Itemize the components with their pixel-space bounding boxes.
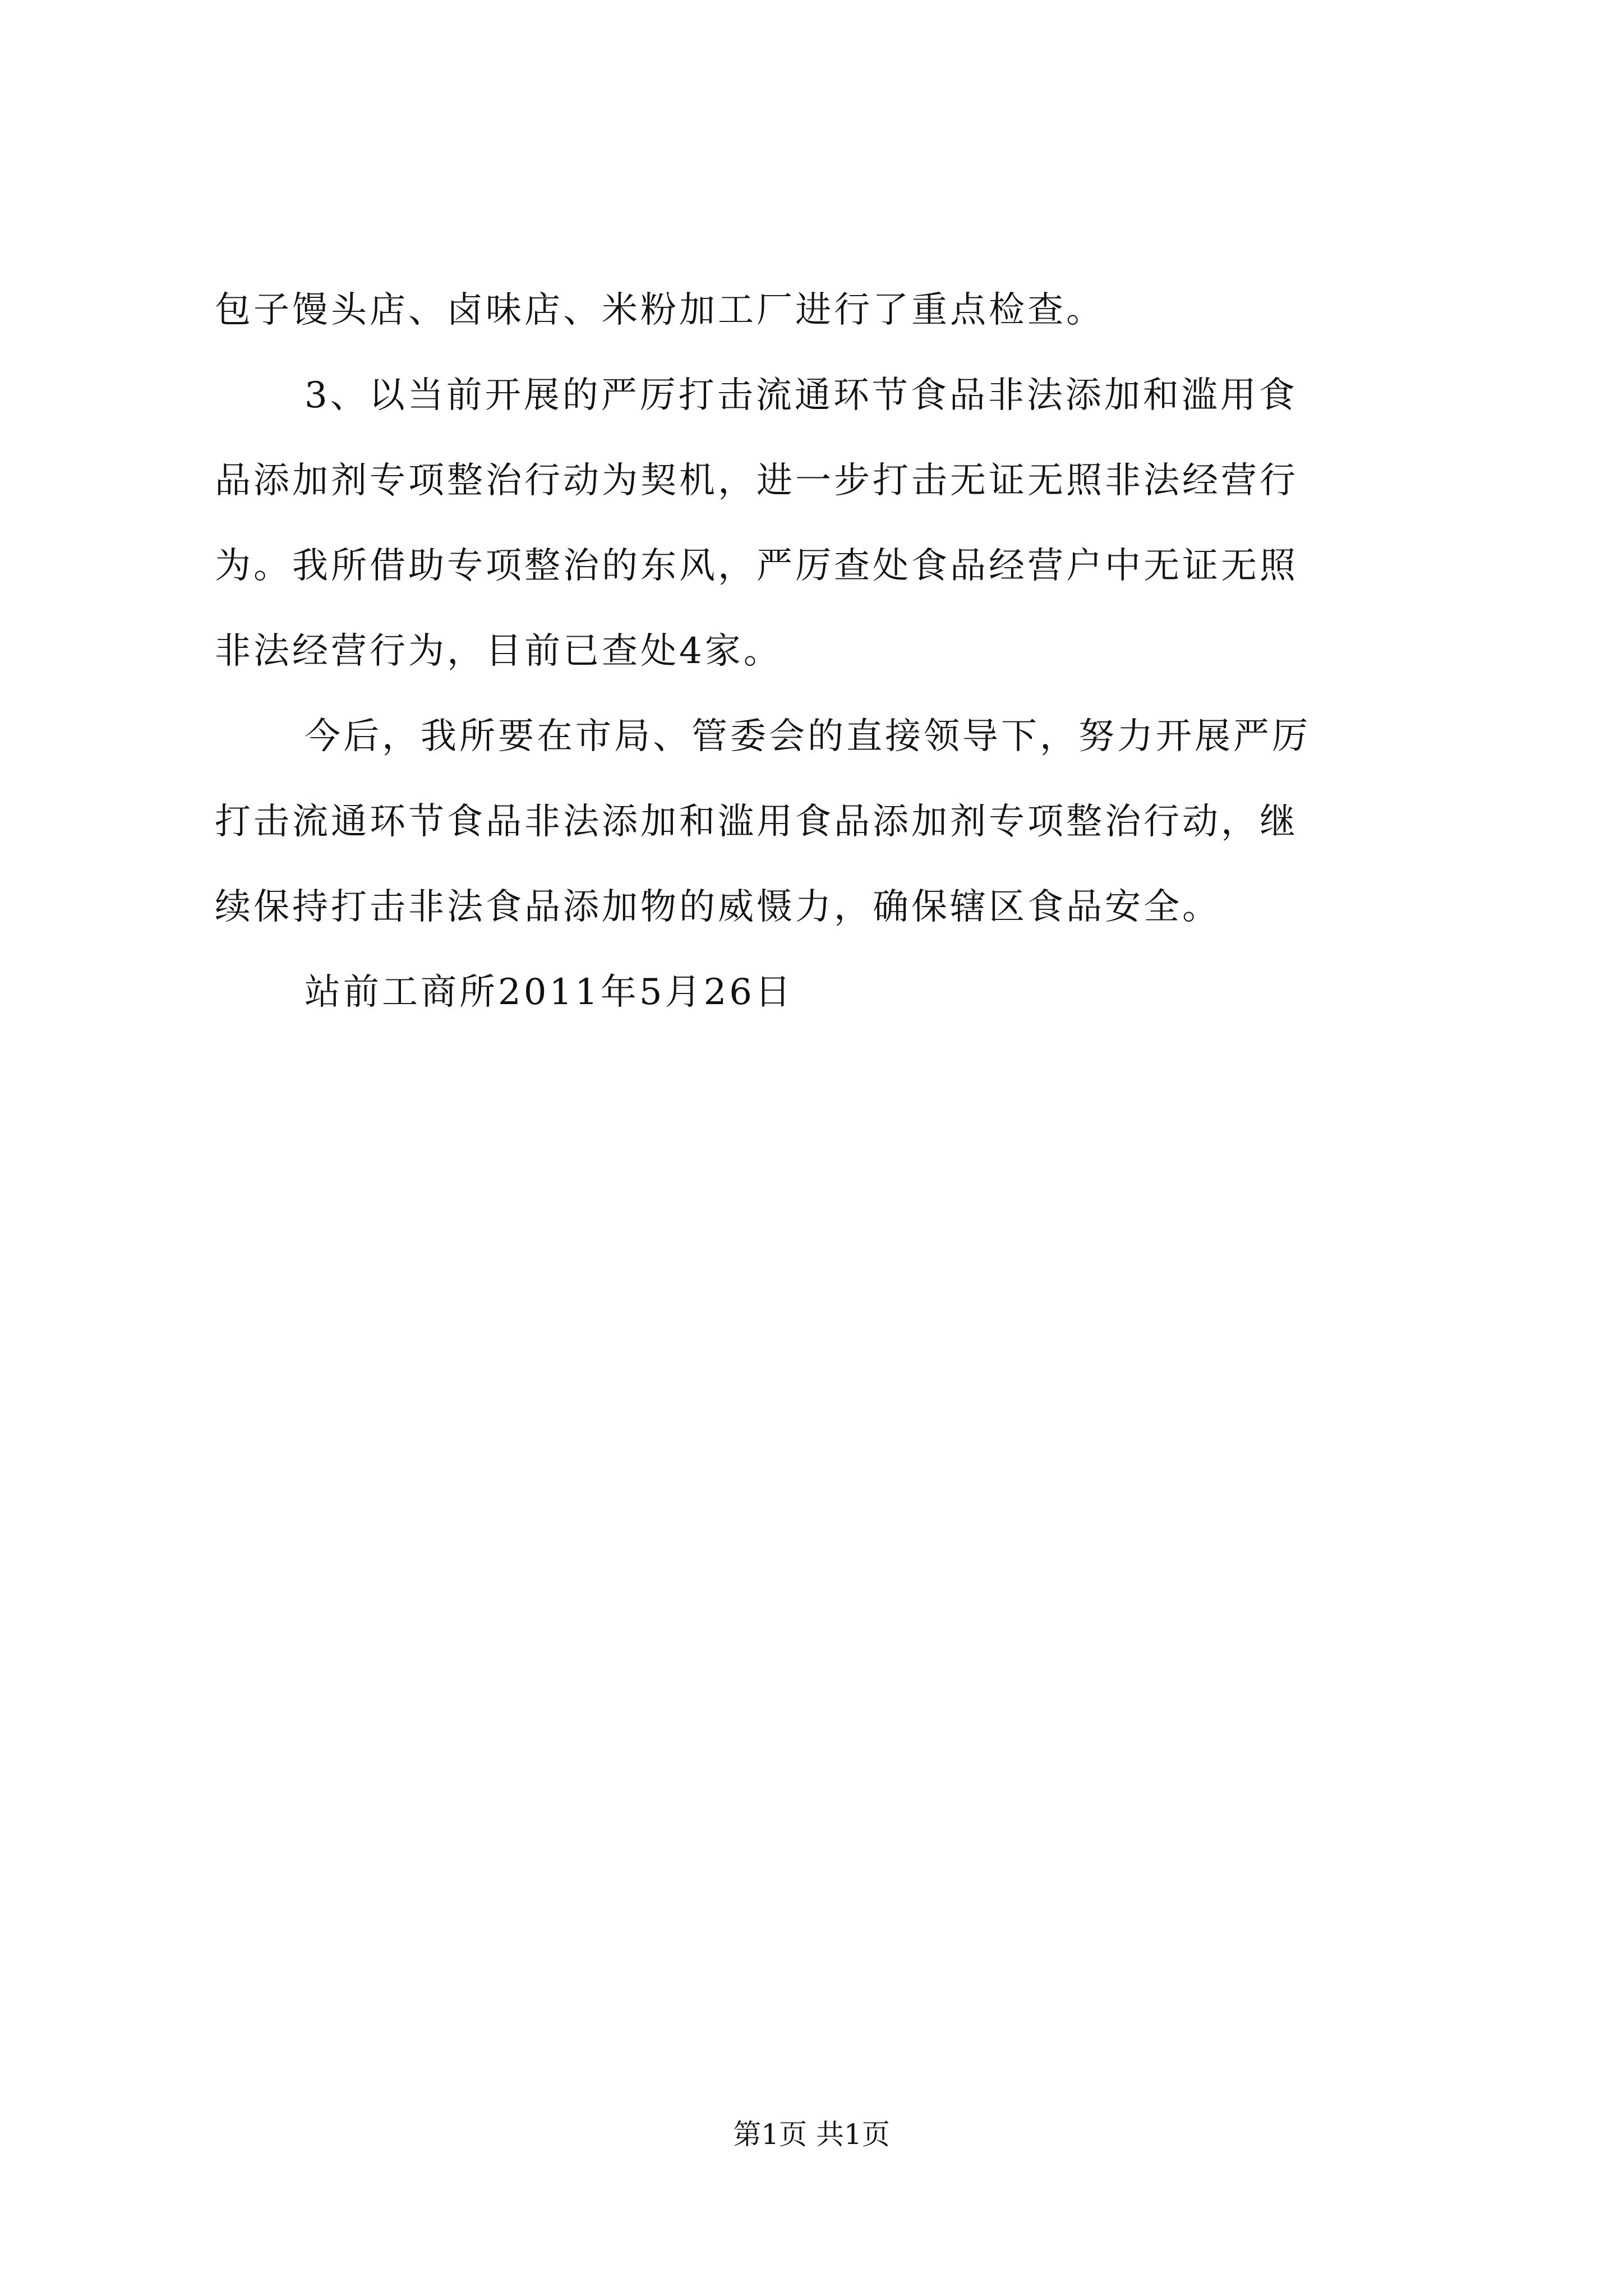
- text-line-3: 品添加剂专项整治行动为契机，进一步打击无证无照非法经营行: [215, 460, 1298, 501]
- text-line-5: 非法经营行为，目前已查处4家。: [215, 631, 782, 672]
- text-line-1: 包子馒头店、卤味店、米粉加工厂进行了重点检查。: [215, 289, 1105, 331]
- text-line-7: 打击流通环节食品非法添加和滥用食品添加剂专项整治行动，继: [215, 801, 1298, 843]
- text-line-2: 3、以当前开展的严厉打击流通环节食品非法添加和滥用食: [305, 375, 1298, 416]
- text-line-4: 为。我所借助专项整治的东风，严厉查处食品经营户中无证无照: [215, 545, 1298, 587]
- text-line-6: 今后，我所要在市局、管委会的直接领导下，努力开展严厉: [305, 716, 1311, 757]
- signature-date-line: 站前工商所2011年5月26日: [305, 972, 794, 1013]
- text-line-8: 续保持打击非法食品添加物的威慑力，确保辖区食品安全。: [215, 886, 1221, 928]
- page-number-footer: 第1页 共1页: [733, 2118, 890, 2151]
